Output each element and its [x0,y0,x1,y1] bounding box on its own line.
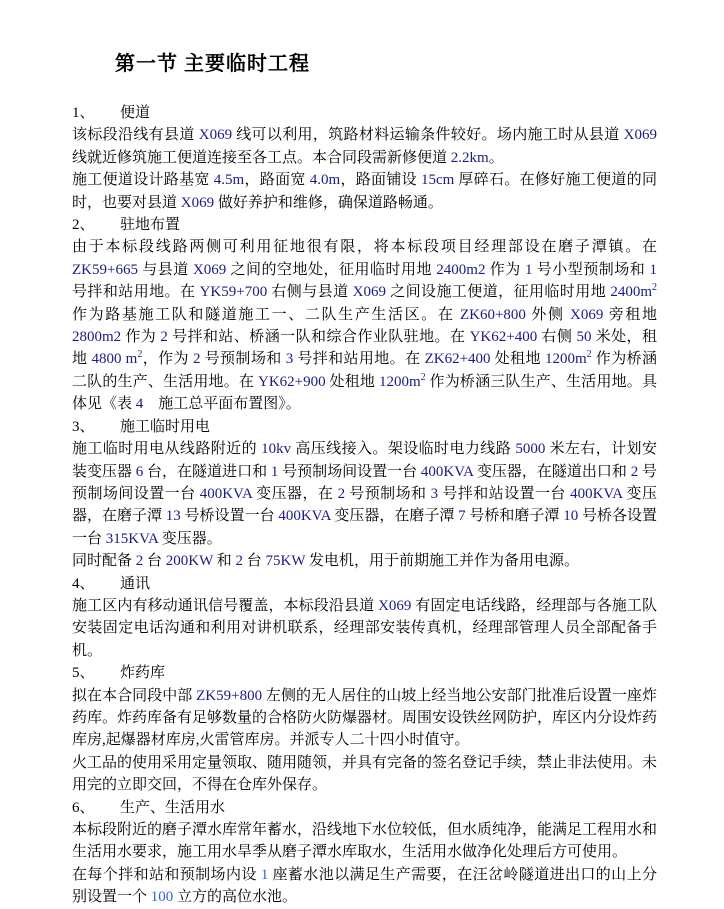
cjk-text: 与县道 [137,261,193,278]
latin-text: X069 [352,284,387,301]
cjk-text: 之间设施工便道，征用临时用地 [386,284,611,301]
latin-text: 1200m [545,351,587,368]
paragraph [72,550,657,572]
latin-text: 1 [649,261,657,278]
cjk-text: ，作为 [142,351,194,368]
paragraph [72,819,657,864]
cjk-text: 变压器，在隧道出口和 [473,463,631,480]
latin-text: ZK59+665 [72,261,138,278]
cjk-text: 线可以利用，筑路材料运输条件较好。场内施工时从县道 [232,127,624,144]
section-title: 通讯 [120,575,151,592]
latin-text: ZK59+800 [196,687,263,704]
latin-text: 50 [576,329,592,346]
latin-text: 3 [285,351,294,368]
latin-text: 4800 m [91,351,138,368]
cjk-text: 号小型预制场和 [532,261,650,278]
latin-text: 400KVA [570,485,623,502]
latin-text: 5000 [515,441,546,458]
section-heading-2 [72,214,657,236]
section-number: 4、 [72,575,95,592]
cjk-text: 线就近修筑施工便道连接至各工点。本合同段需新修便道 [72,149,451,166]
cjk-text: 号桥各设置一台 [72,508,657,547]
section-heading-3 [72,416,657,438]
latin-text: 2400m [610,284,652,301]
latin-text: 15cm [421,172,455,189]
cjk-text: 变压器，在磨子潭 [72,485,657,525]
cjk-text: 处租地 [325,373,379,390]
cjk-text: 左侧的无人居住的山坡上经当地公安部门批准后设置一座炸药库。炸药库备有足够数量的合格防火防爆器材。周围安设铁丝网防护，库区内分设炸药库房,起爆器材库房,火雷管库房。并派专人二十四小时值守。 [72,687,658,749]
cjk-text: 作为路基施工队和隧道施工一、二队生产生活区。在 [72,306,460,323]
cjk-text: 做好养护和维修，确保道路畅通。 [214,194,443,211]
cjk-text: 右侧 [537,329,577,346]
section-heading-1 [72,102,657,124]
section-title: 炸药库 [120,665,166,682]
cjk-text: 发电机，用于前期施工并作为备用电源。 [305,553,580,570]
cjk-text: 火工品的使用采用定量领取、随用随领，并具有完备的签名登记手续，禁止非法使用。未用完的立即交回，不得在仓库外保存。 [72,754,658,794]
latin-text: 2400m2 [436,261,486,278]
cjk-text: 有固定电话线路，经理部与各施工队安装固定电话沟通和利用对讲机联系，经理部安装传真机，经理部管理人员全部配备手机。 [72,597,657,659]
latin-text: 7 [458,508,466,525]
cjk-text: 处租地 [490,351,545,368]
cjk-text: 厚碎石。在修好施工便道的同时，也要对县道 [72,172,657,211]
cjk-text: 施工临时用电从线路附近的 [72,441,262,458]
latin-text: ZK62+400 [424,351,491,368]
cjk-text: 米左右，计划安装变压器 [72,441,657,480]
cjk-text: 号拌和站用地。在 [293,351,425,368]
latin-text: 315KVA [105,530,159,547]
latin-text: 4.5m [213,172,245,189]
cjk-text: 作为 [485,261,525,278]
section-number: 5、 [72,665,95,682]
cjk-text: 该标段沿线有县道 [72,127,199,144]
section-number: 1、 [72,105,95,121]
latin-text: 2 [135,553,144,570]
latin-text: 2 [160,329,168,346]
superscript-text: 2 [586,349,592,361]
latin-text: 400KVA [199,485,252,502]
cjk-text: 作为桥涵二队的生产、生活用地。在 [72,351,657,390]
latin-text: X069 [378,597,412,614]
cjk-text: 号拌和站用地。在 [72,284,200,301]
paragraph [72,752,657,797]
cjk-text: 外侧 [525,306,570,323]
latin-text: 1 [524,261,533,278]
cjk-text: 作为 [121,329,161,346]
cjk-text: 号预制场和 [200,351,286,368]
latin-text: X069 [623,127,657,144]
cjk-text: 台 [143,553,166,570]
cjk-text: 米处，租地 [72,329,657,368]
cjk-text: 台 [243,553,266,570]
section-title: 驻地布置 [120,217,181,234]
section-title: 便道 [120,105,151,121]
latin-text: 100 [150,889,174,906]
cjk-text: 右侧与县道 [267,284,353,301]
cjk-text: 之间的空地处，征用临时用地 [226,261,437,278]
latin-text: 400KVA [278,508,331,525]
paragraph [72,438,657,550]
paragraph [72,169,657,214]
cjk-text: 拟在本合同段中部 [72,687,197,704]
latin-text: 2800m2 [72,329,122,346]
latin-text: 1 [260,866,269,883]
cjk-text: ，路面宽 [244,172,310,189]
latin-text: 2.2km [450,149,489,166]
latin-text: 1 [270,463,279,480]
cjk-text: 同时配备 [72,553,136,570]
cjk-text: 变压器。 [158,530,222,547]
latin-text: 4 [135,396,144,413]
latin-text: 13 [165,508,181,525]
paragraph [72,124,657,169]
section-number: 2、 [72,217,95,234]
latin-text: 400KVA [420,463,474,480]
latin-text: YK59+700 [199,284,268,301]
latin-text: 4.0m [309,172,341,189]
cjk-text: 施工总平面布置图》。 [143,396,301,413]
superscript-text: 2 [651,282,657,294]
section-title: 施工临时用电 [120,418,211,435]
latin-text: X069 [569,306,604,323]
document-body [72,102,657,909]
paragraph [72,595,657,662]
section-number: 3、 [72,418,95,435]
cjk-text: 本标段附近的磨子潭水库常年蓄水，沿线地下水位较低，但水质纯净，能满足工程用水和生活用水要求，施工用水旱季从磨子潭水库取水，生活用水做净化处理后方可使用。 [72,822,658,861]
cjk-text: 号桥和磨子潭 [465,508,564,525]
cjk-text: 。 [488,149,504,166]
latin-text: YK62+400 [469,329,538,346]
cjk-text: 号拌和站、桥涵一队和综合作业队驻地。在 [167,329,470,346]
cjk-text: 和 [213,553,236,570]
cjk-text: 变压器，在磨子潭 [330,508,459,525]
latin-text: X069 [180,194,215,211]
latin-text: X069 [192,261,227,278]
cjk-text: 高压线接入。架设临时电力线路 [291,441,516,458]
cjk-text: 号预制场间设置一台 [278,463,421,480]
cjk-text: 在每个拌和站和预制场内设 [72,866,261,883]
cjk-text: 立方的高位水池。 [173,889,298,906]
cjk-text: 号拌和站设置一台 [438,485,571,502]
cjk-text: 变压器，在 [251,485,338,502]
cjk-text: 施工便道设计路基宽 [72,172,214,189]
latin-text: 2 [193,351,201,368]
paragraph [72,864,657,909]
section-heading-5 [72,662,657,684]
superscript-text: 2 [137,349,143,361]
latin-text: 10kv [261,441,292,458]
cjk-text: 号预制场间设置一台 [72,463,657,502]
superscript-text: 2 [420,371,426,383]
cjk-text: 座蓄水池以满足生产需要，在汪岔岭隧道进出口的山上分别设置一个 [72,866,657,906]
cjk-text: ，路面铺设 [340,172,421,189]
section-number: 6、 [72,799,95,816]
latin-text: 10 [563,508,579,525]
latin-text: X069 [198,127,233,144]
latin-text: YK62+900 [257,373,326,390]
paragraph [72,236,657,415]
cjk-text: 号桥设置一台 [180,508,279,525]
latin-text: 75KW [265,553,306,570]
cjk-text: 号预制场和 [345,485,431,502]
section-heading-4 [72,573,657,595]
cjk-text: 旁租地 [603,306,657,323]
page-title: 第一节 主要临时工程 [115,53,310,75]
latin-text: 2 [630,463,639,480]
section-heading-6 [72,797,657,819]
cjk-text: 作为桥涵三队生产、生活用地。具体见《表 [72,373,657,413]
cjk-text: 台，在隧道进口和 [143,463,271,480]
latin-text: 2 [235,553,244,570]
latin-text: 1200m [378,373,421,390]
latin-text: ZK60+800 [459,306,526,323]
latin-text: 200KW [165,553,214,570]
paragraph [72,685,657,752]
latin-text: 3 [430,485,439,502]
latin-text: 2 [337,485,346,502]
cjk-text: 施工区内有移动通讯信号覆盖，本标段沿县道 [72,597,379,614]
section-title: 生产、生活用水 [120,799,226,816]
latin-text: 6 [135,463,144,480]
cjk-text: 由于本标段线路两侧可利用征地很有限，将本标段项目经理部设在磨子潭镇。在 [72,239,657,256]
